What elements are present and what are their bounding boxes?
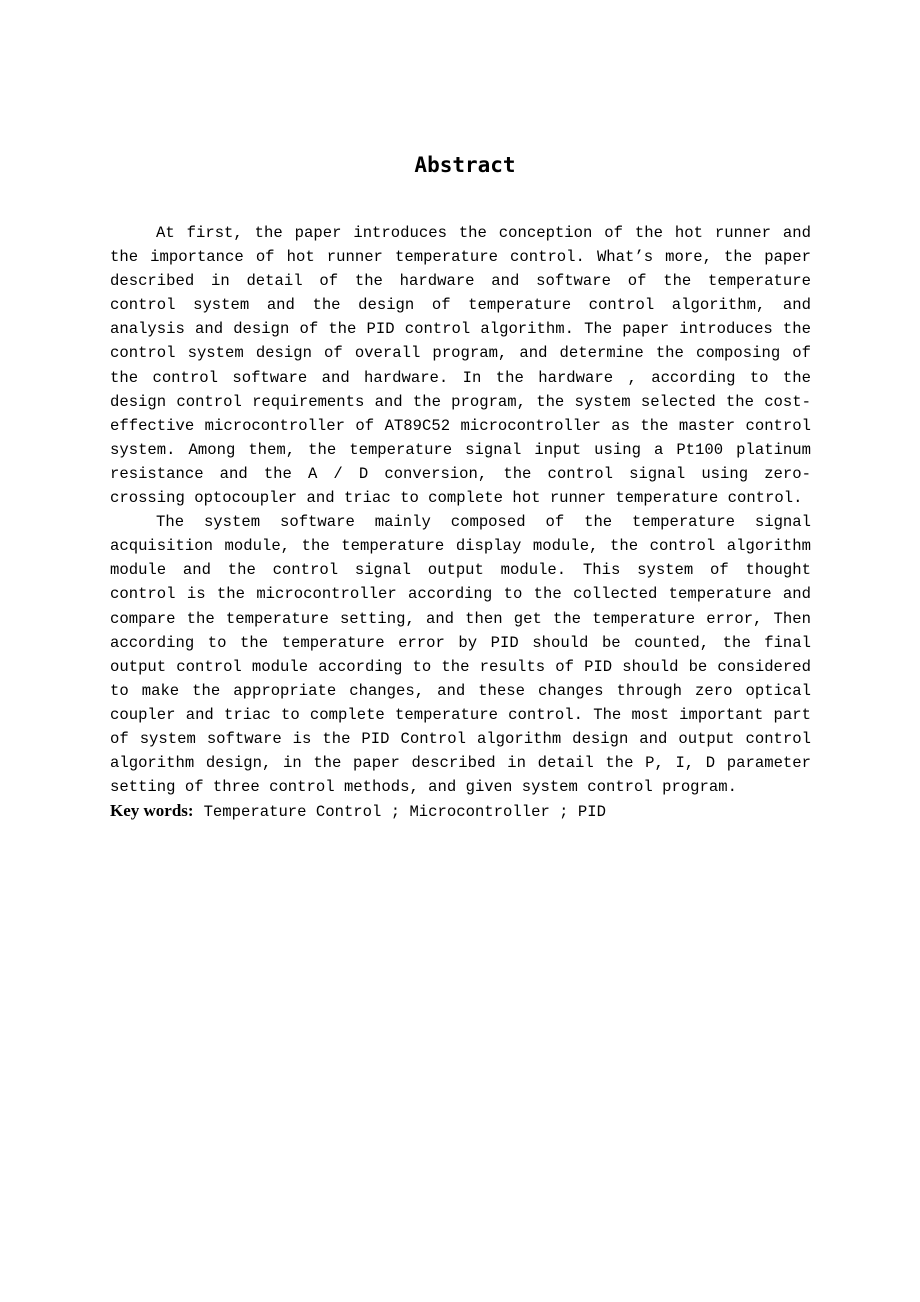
keywords-label: Key words: <box>110 801 194 820</box>
abstract-paragraph-1: At first, the paper introduces the conception of the hot runner and the importance of hot runner temperature control. What’s more, the paper described in detail of the hardware and software of the temperature control system and the design of temperature control algorithm, and analysis and design of the PID control algorithm. The paper introduces the control system design of overall program, and determine the composing of the control software and hardware. In the hardware , according to the design control requirements and the program, the system selected the cost-effective microcontroller of AT89C52 microcontroller as the master control system. Among them, the temperature signal input using a Pt100 platinum resistance and the A / D conversion, the control signal using zero-crossing optocoupler and triac to complete hot runner temperature control. <box>110 224 811 508</box>
abstract-paragraph-2: The system software mainly composed of the temperature signal acquisition module, the temperature display module, the control algorithm module and the control signal output module. This system of thought control is the microcontroller according to the collected temperature and compare the temperature setting, and then get the temperature error, Then according to the temperature error by PID should be counted, the final output control module according to the results of PID should be considered to make the appropriate changes, and these changes through zero optical coupler and triac to complete temperature control. The most important part of system software is the PID Control algorithm design and output control algorithm design, in the paper described in detail the P, I, D parameter setting of three control methods, and given system control program. <box>110 513 811 797</box>
abstract-body <box>110 221 811 799</box>
keywords-line <box>110 799 830 824</box>
keywords-values: Temperature Control ; Microcontroller ; PID <box>203 803 606 821</box>
abstract-title: Abstract <box>414 153 516 177</box>
